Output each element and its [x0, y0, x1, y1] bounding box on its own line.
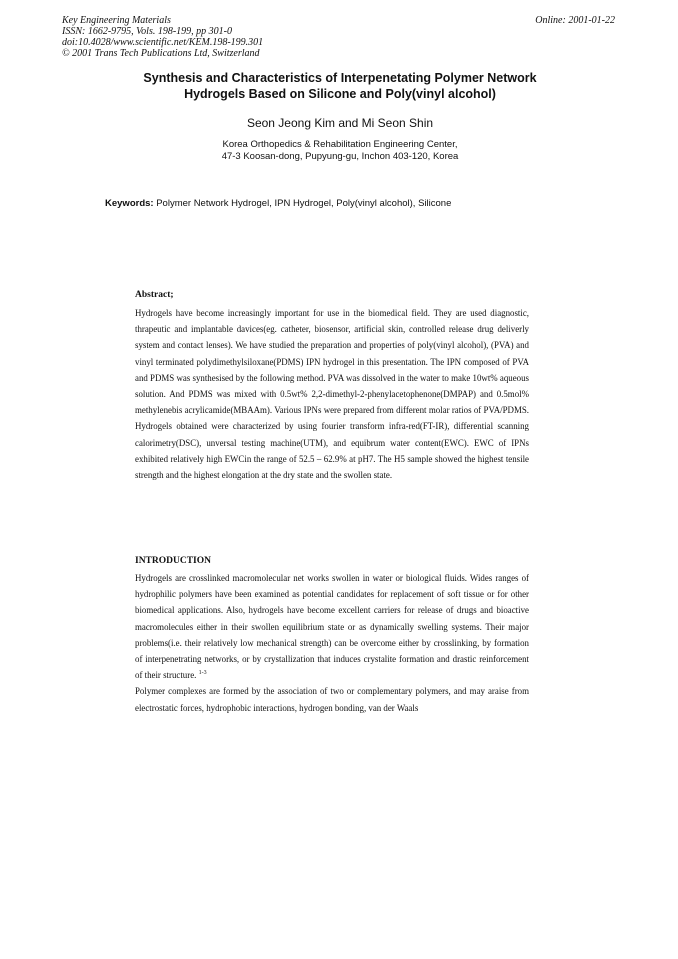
reference-marker: 1-3 — [198, 670, 207, 677]
introduction-paragraph-1 — [135, 570, 529, 683]
online-date: Online: 2001-01-22 — [535, 15, 615, 26]
title-line-2: Hydrogels Based on Silicone and Poly(vinyl alcohol) — [184, 87, 496, 101]
journal-name: Key Engineering Materials — [62, 15, 171, 26]
keywords-list: Polymer Network Hydrogel, IPN Hydrogel, Poly(vinyl alcohol), Silicone — [153, 198, 452, 209]
paper-title — [90, 70, 590, 102]
abstract-text: Hydrogels have become increasingly important for use in the biomedical field. They are used diagnostic, thrapeutic and implantable davices(eg. catheter, biosensor, artificial skin, controlled release drug deliverly system and contact lenses). We have studied the preparation and properties of poly(vinyl alcohol), (PVA) and vinyl terminated polydimethylsiloxane(PDMS) IPN hydrogel in this presentation. The IPN composed of PVA and PDMS was synthesised by the following method. PVA was dissolved in the water to make 10wt% aqueous solution. And PDMS was mixed with 0.5wt% 2,2-dimethyl-2-phenylacetophenone(DMPAP) and 0.5mol% methylenebis acrylicamide(MBAAm). Various IPNs were prepared from different molar ratios of PVA/PDMS. Hydrogels obtained were characterized by using fourier transform infra-red(FT-IR), differential scanning calorimetry(DSC), unversal testing machine(UTM), and equibrum water content(EWC). EWC of IPNs exhibited relatively high EWCin the range of 52.5 – 62.9% at pH7. The H5 sample showed the highest tensile strength and the highest elongation at the dry state and the swollen state. — [135, 308, 529, 481]
doi-link[interactable]: doi:10.4028/www.scientific.net/KEM.198-199.301 — [62, 37, 264, 48]
title-line-1: Synthesis and Characteristics of Interpenetating Polymer Network — [143, 71, 537, 85]
keywords-label: Keywords: — [105, 198, 154, 209]
introduction-heading: INTRODUCTION — [135, 556, 212, 566]
introduction-body — [135, 570, 529, 716]
issn-line: ISSN: 1662-9795, Vols. 198-199, pp 301-0 — [62, 26, 232, 37]
affiliation — [90, 139, 590, 163]
copyright-line: © 2001 Trans Tech Publications Ltd, Switzerland — [62, 48, 260, 59]
journal-header — [62, 15, 462, 59]
introduction-paragraph-1-text: Hydrogels are crosslinked macromolecular net works swollen in water or biological fluids. Wides ranges of hydrophilic polymers have been examined as potential candidates for replacement of soft tissue or for other biomedical applications. Also, hydrogels have become excellent carriers for release of drugs and bioactive macromolecules either in their swollen equilibrium state or as dynamically swelling systems. Their major problems(i.e. their relatively low mechanical strength) can be overcome either by crosslinking, by formation of interpenetrating networks, or by crystallization that induces crystalite formation and drastic reinforcement of their structure. — [135, 573, 529, 681]
keywords — [105, 198, 625, 210]
abstract-heading: Abstract; — [135, 290, 174, 300]
authors: Seon Jeong Kim and Mi Seon Shin — [246, 116, 434, 130]
affiliation-line-2: 47-3 Koosan-dong, Pupyung-gu, Inchon 403-120, Korea — [221, 151, 459, 162]
affiliation-line-1: Korea Orthopedics & Rehabilitation Engineering Center, — [222, 139, 458, 150]
introduction-paragraph-2: Polymer complexes are formed by the association of two or complementary polymers, and may araise from electrostatic forces, hydrophobic interactions, hydrogen bonding, van der Waals — [135, 686, 529, 713]
